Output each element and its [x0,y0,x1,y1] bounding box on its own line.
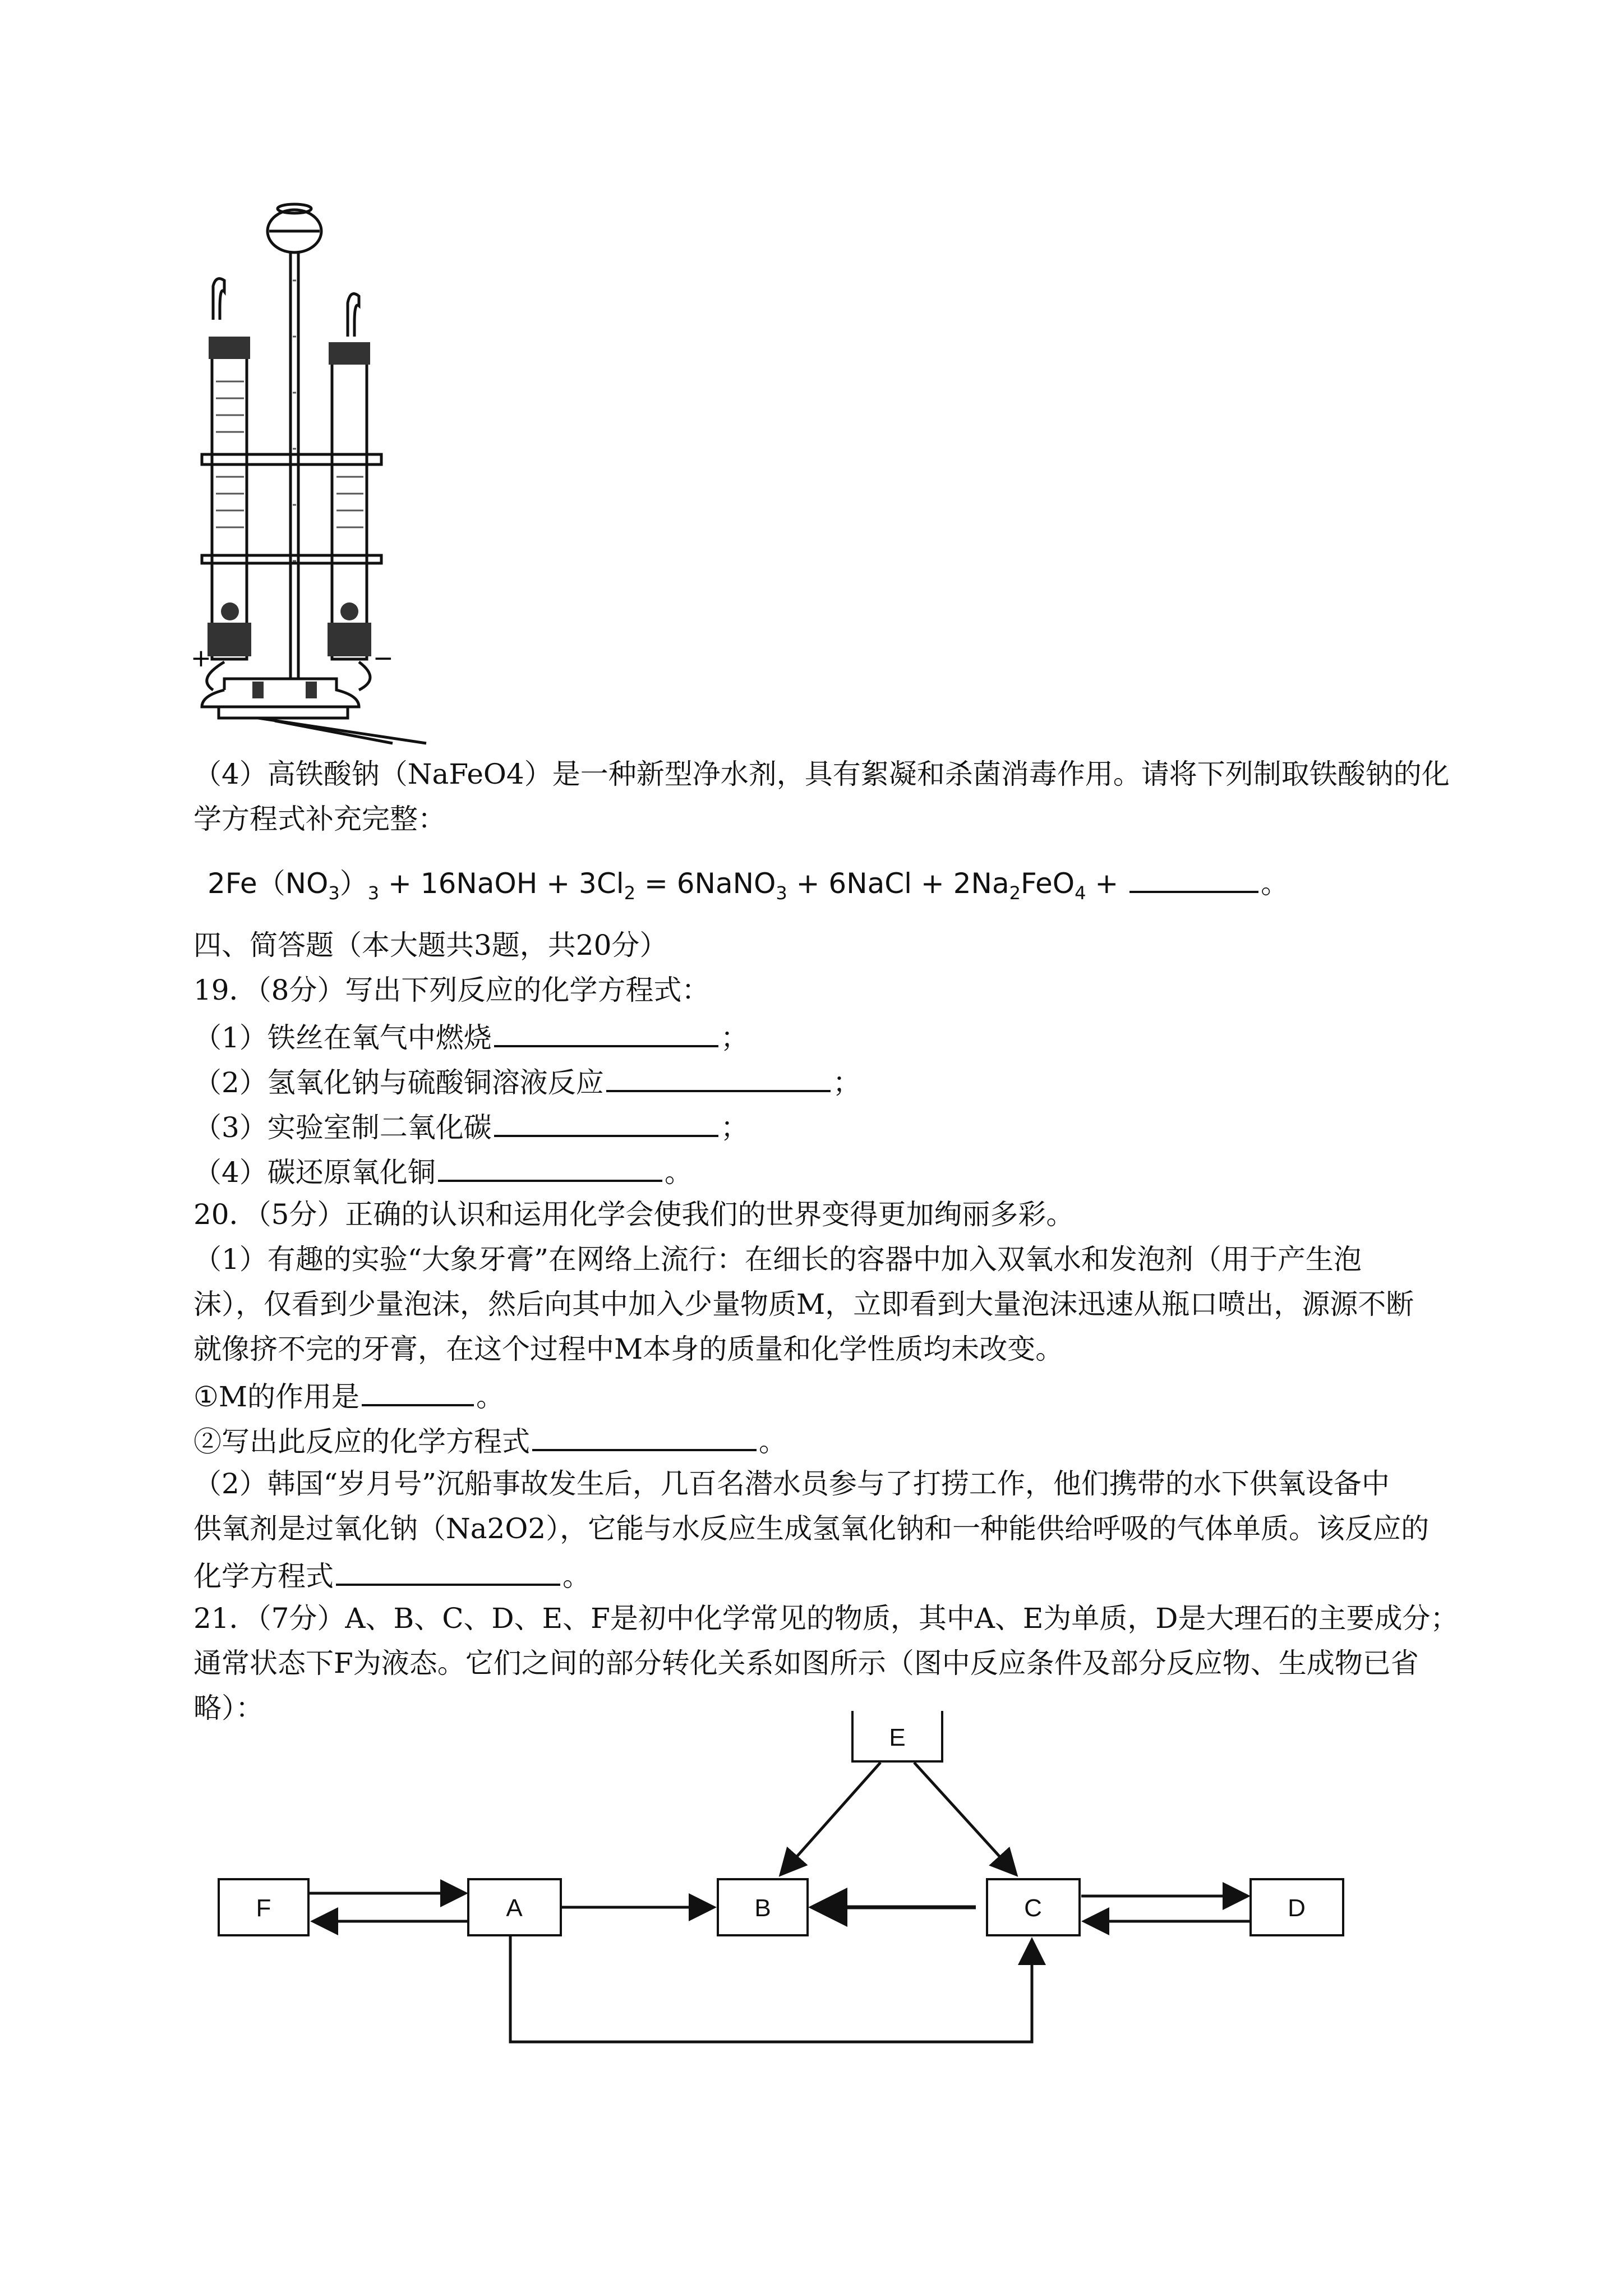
q20-p2-line2: 供氧剂是过氧化钠（Na2O2），它能与水反应生成氢氧化钠和一种能供给呼吸的气体单质。该反应的 [193,1512,1430,1545]
q19-item: （1）铁丝在氧气中燃烧 ； [193,1018,749,1055]
section-heading: 四、简答题（本大题共3题，共20分） [193,929,668,961]
box-D-label: D [1288,1894,1306,1922]
substance-relationship-diagram [213,1711,1363,2070]
q20-p1-line1: （1）有趣的实验“大象牙膏”在网络上流行：在细长的容器中加入双氧水和发泡剂（用于产生泡 [193,1243,1362,1276]
sodium-ferrate-equation: $2Fe(NO_3)_3$ + 16NaOH + $3Cl_2$ = 6NaNO$_3$ + 6NaCl + $2Na_2FeO_4$ + 。 [208,864,1289,913]
q19-stem: 19．（8分）写出下列反应的化学方程式： [193,974,710,1006]
q20-p1-line3: 就像挤不完的牙膏，在这个过程中M本身的质量和化学性质均未改变。 [193,1333,1064,1365]
answer-blank[interactable] [606,1063,831,1092]
q21-line3: 略）： [193,1692,264,1724]
q19-item: （2）氢氧化钠与硫酸铜溶液反应 ； [193,1063,861,1099]
answer-blank[interactable] [494,1108,718,1137]
q21-line1: 21．（7分）A、B、C、D、E、F是初中化学常见的物质，其中A、E为单质，D是大理石的主要成分； [193,1602,1459,1635]
answer-blank[interactable] [532,1422,757,1451]
q20-sub2: ②写出此反应的化学方程式 。 [193,1422,787,1458]
q20-p2-line3: 化学方程式 。 [193,1557,591,1593]
box-E-label: E [889,1724,906,1751]
answer-blank[interactable] [494,1018,718,1047]
equation-answer-blank[interactable] [1129,864,1258,893]
negative-terminal-label: − [373,644,394,673]
q20-p1-line2: 沫），仅看到少量泡沫，然后向其中加入少量物质M，立即看到大量泡沫迅速从瓶口喷出，源源不断 [193,1288,1414,1320]
q19-item: （4）碳还原氧化铜 。 [193,1153,693,1189]
q18-4-line2: 学方程式补充完整： [193,803,446,835]
q20-stem: 20．（5分）正确的认识和运用化学会使我们的世界变得更加绚丽多彩。 [193,1198,1075,1231]
box-F-label: F [256,1894,271,1922]
q19-item: （3）实验室制二氧化碳 ； [193,1108,749,1144]
answer-blank[interactable] [362,1377,474,1406]
box-B-label: B [754,1894,771,1922]
box-A-label: A [506,1894,523,1922]
q18-4-line1: （4）高铁酸钠（NaFeO4）是一种新型净水剂，具有絮凝和杀菌消毒作用。请将下列制取铁酸钠的化 [193,758,1450,790]
box-C-label: C [1024,1894,1042,1922]
electrolysis-apparatus-figure [191,196,449,746]
answer-blank[interactable] [438,1153,662,1182]
positive-terminal-label: + [191,644,211,673]
answer-blank[interactable] [336,1557,560,1586]
q21-line2: 通常状态下F为液态。它们之间的部分转化关系如图所示（图中反应条件及部分反应物、生成物已省 [193,1647,1419,1680]
q20-p2-line1: （2）韩国“岁月号”沉船事故发生后，几百名潜水员参与了打捞工作，他们携带的水下供氧设备中 [193,1467,1390,1500]
q20-sub1: ①M的作用是 。 [193,1377,504,1414]
